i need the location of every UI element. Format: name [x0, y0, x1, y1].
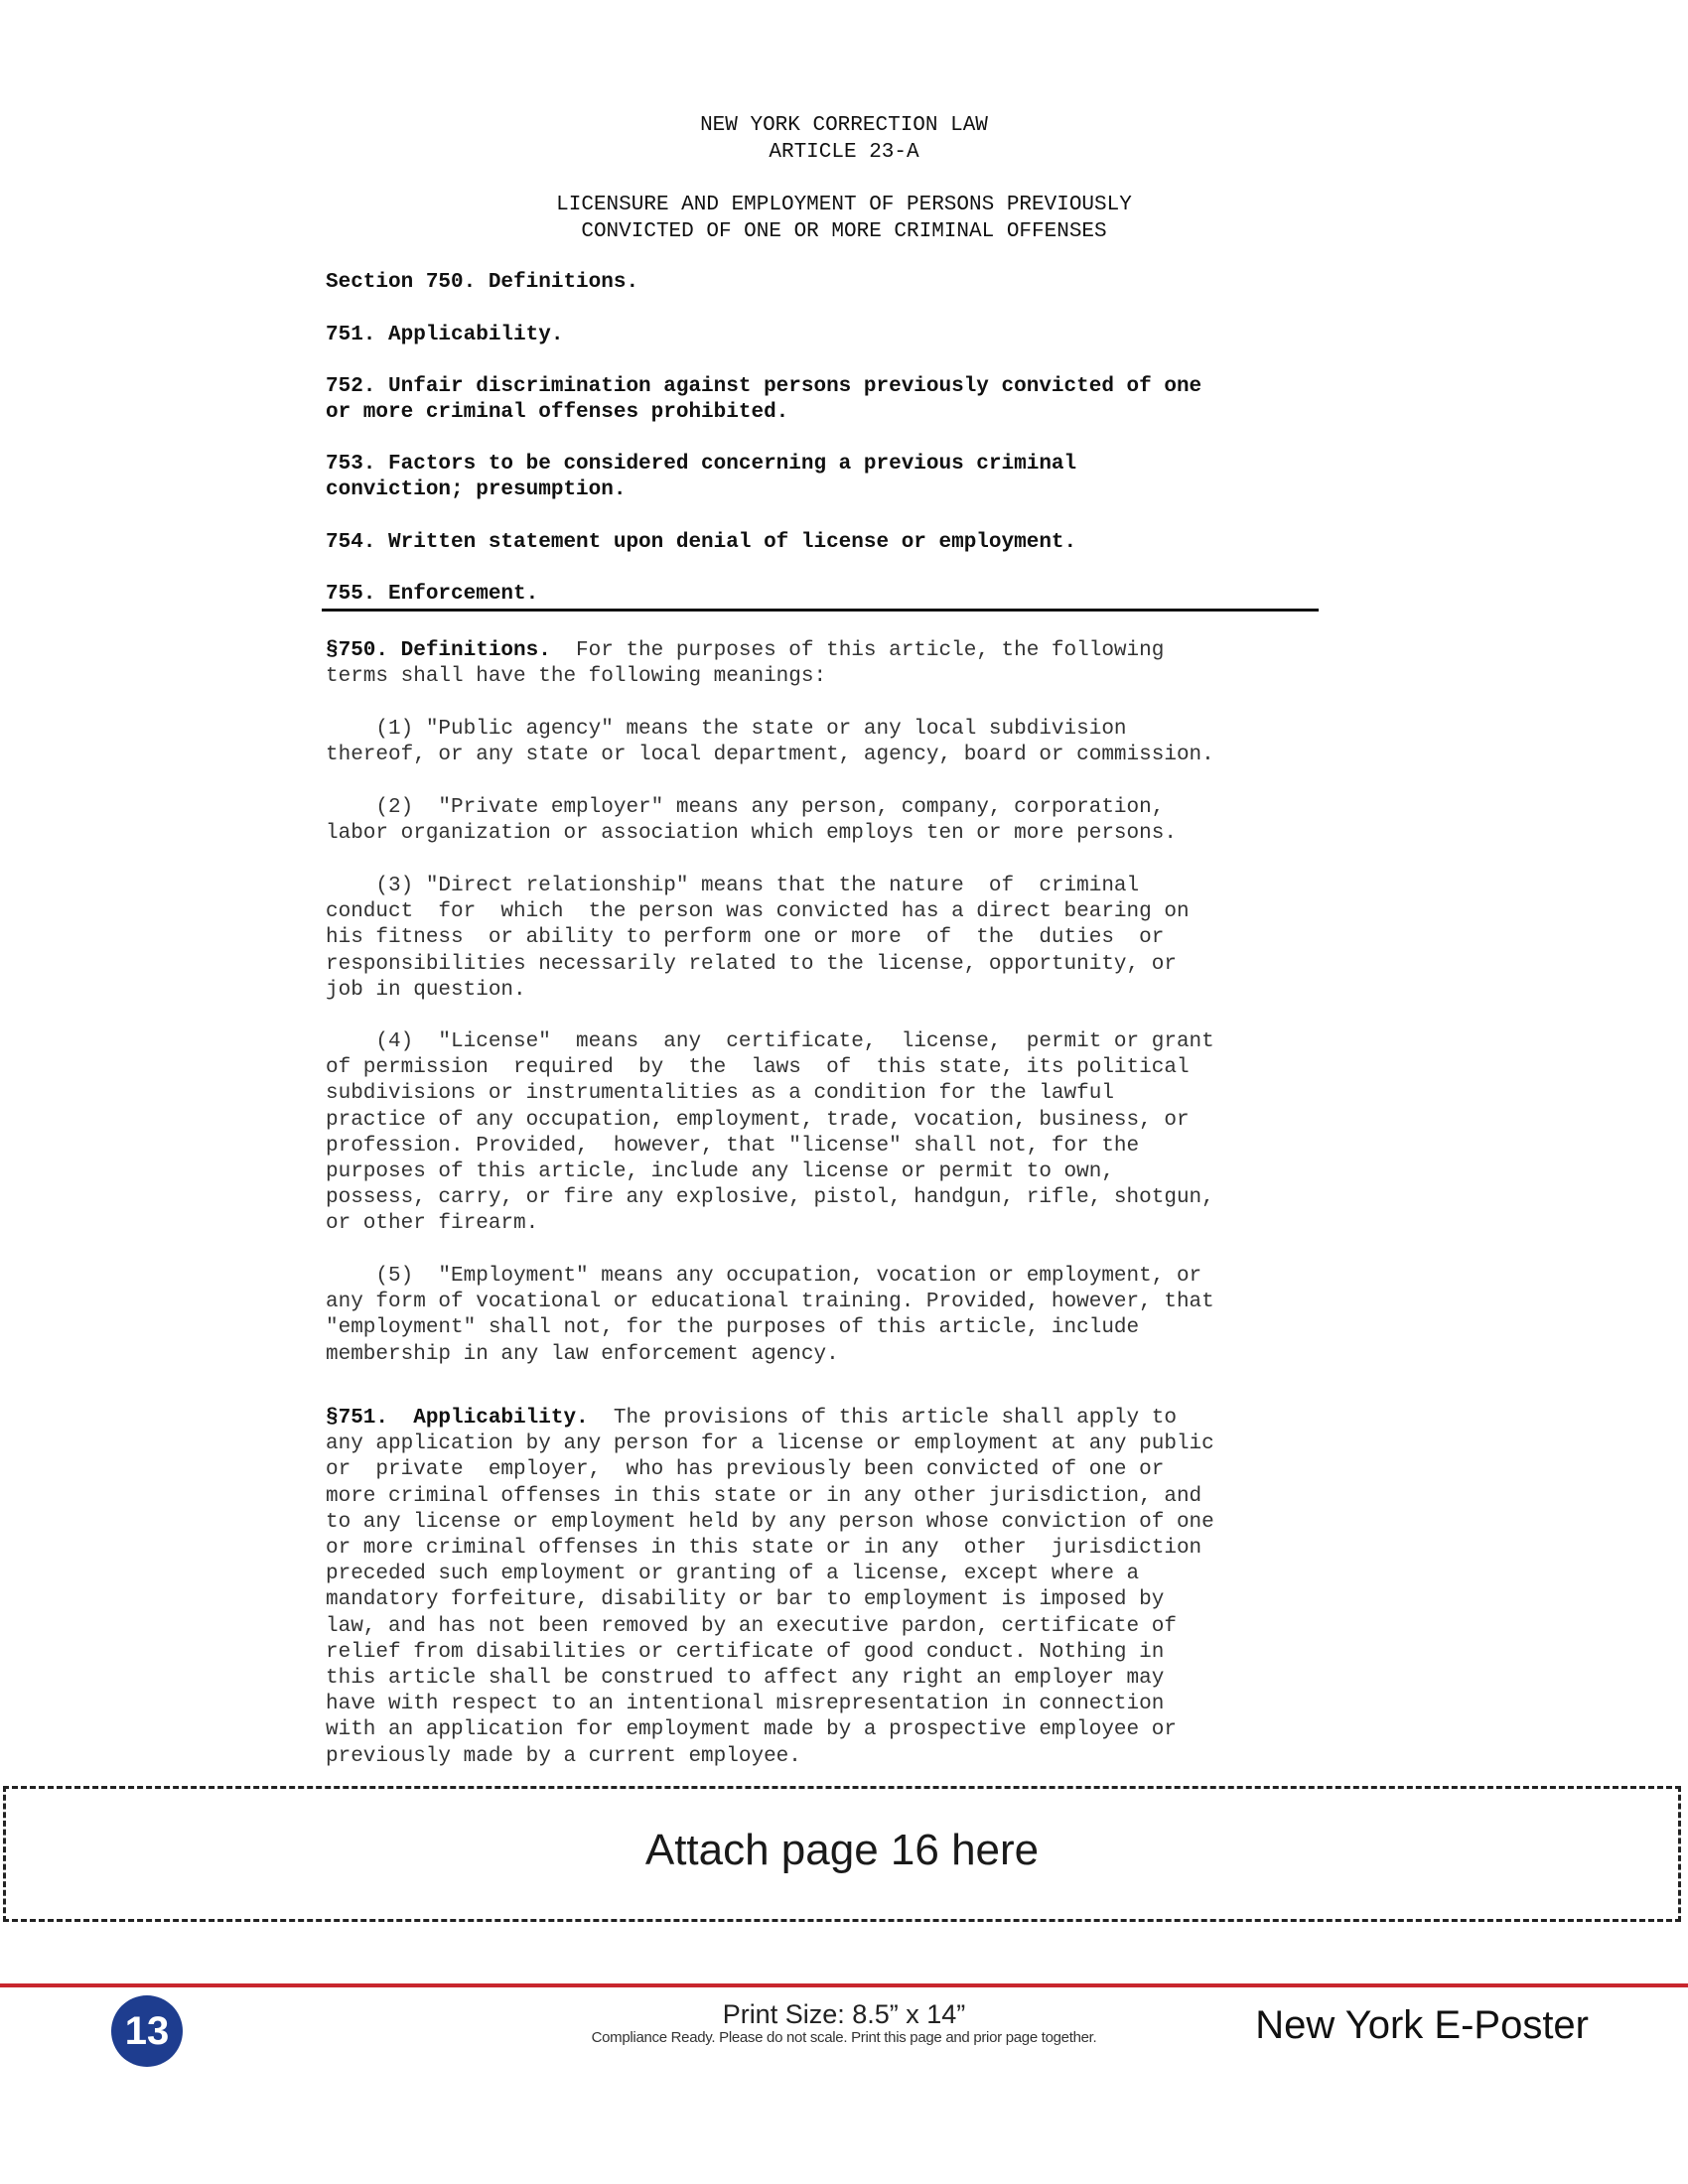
section-divider [322, 609, 1319, 612]
definition-direct-relationship: (3) "Direct relationship" means that the nature of criminal conduct for which the person was convicted has a direct bearing on his fitness or ability to perform one or more of the duties or responsibilities necessarily related to the license, opportunity, or job in question. [326, 875, 1190, 1002]
toc-entry-754: 754. Written statement upon denial of license or employment. [326, 531, 1077, 554]
article-title-line-2: CONVICTED OF ONE OR MORE CRIMINAL OFFENSES [581, 220, 1107, 243]
definition-employment: (5) "Employment" means any occupation, vocation or employment, or any form of vocational or educational training. Provided, however, that "employment" shall not, for the purposes of this article, include membership in any law enforcement agency. [326, 1265, 1214, 1366]
definition-public-agency: (1) "Public agency" means the state or any local subdivision thereof, or any state or local department, agency, board or commission. [326, 718, 1214, 767]
toc-entry-752: 752. Unfair discrimination against persons previously convicted of one or more criminal offenses prohibited. [326, 375, 1202, 424]
print-size-note: Print Size: 8.5” x 14” [722, 1999, 966, 2029]
section-751 [326, 1406, 1329, 1770]
page-number-badge: 13 [111, 1995, 183, 2067]
attach-label: Attach page 16 here [644, 1826, 1040, 1874]
toc-entry-755: 755. Enforcement. [326, 583, 539, 606]
section-751-heading: §751. Applicability. [326, 1407, 589, 1430]
section-750-intro-text-2: terms shall have the following meanings: [326, 665, 827, 689]
brand-name: New York E-Poster [1255, 2003, 1589, 2047]
article-title-line-1: LICENSURE AND EMPLOYMENT OF PERSONS PREVIOUSLY [556, 194, 1132, 216]
section-751-body: any application by any person for a license or employment at any public or private employer, who has previously been convicted of one or more criminal offenses in this state or in any other jurisdiction, and to any license or employment held by any person whose conviction of one or more criminal offenses in this state or in any other jurisdiction preceded such employment or granting of a license, except where a mandatory forfeiture, disability or bar to employment is imposed by law, and has not been removed by an executive pardon, certificate of relief from disabilities or certificate of good conduct. Nothing in this article shall be construed to affect any right an employer may have with respect to an intentional misrepresentation in connection with an application for employment made by a prospective employee or previously made by a current employee. [326, 1433, 1214, 1768]
section-750-intro [326, 638, 1329, 690]
toc-entry-753: 753. Factors to be considered concerning a previous criminal conviction; presumption. [326, 453, 1077, 501]
article-number: ARTICLE 23-A [769, 141, 919, 164]
definition-private-employer: (2) "Private employer" means any person, company, corporation, labor organization or association which employs ten or more persons. [326, 796, 1177, 846]
toc-entry-751: 751. Applicability. [326, 324, 564, 346]
law-title: NEW YORK CORRECTION LAW [700, 114, 988, 137]
attach-area [3, 1786, 1681, 1922]
section-751-intro-text: The provisions of this article shall apply to [588, 1407, 1177, 1430]
definition-license: (4) "License" means any certificate, license, permit or grant of permission required by the laws of this state, its political subdivisions or instrumentalities as a condition for the lawful practice of any occupation, employment, trade, vocation, business, or profession. Provided, however, that "license" shall not, for the purposes of this article, include any license or permit to own, possess, carry, or fire any explosive, pistol, handgun, rifle, shotgun, or other firearm. [326, 1030, 1214, 1236]
footer-divider [0, 1983, 1688, 1987]
toc-entry-750: Section 750. Definitions. [326, 271, 639, 294]
section-750-intro-text: For the purposes of this article, the following [550, 639, 1165, 662]
compliance-note: Compliance Ready. Please do not scale. Print this page and prior page together. [591, 2029, 1097, 2046]
section-750-heading: §750. Definitions. [326, 639, 551, 662]
